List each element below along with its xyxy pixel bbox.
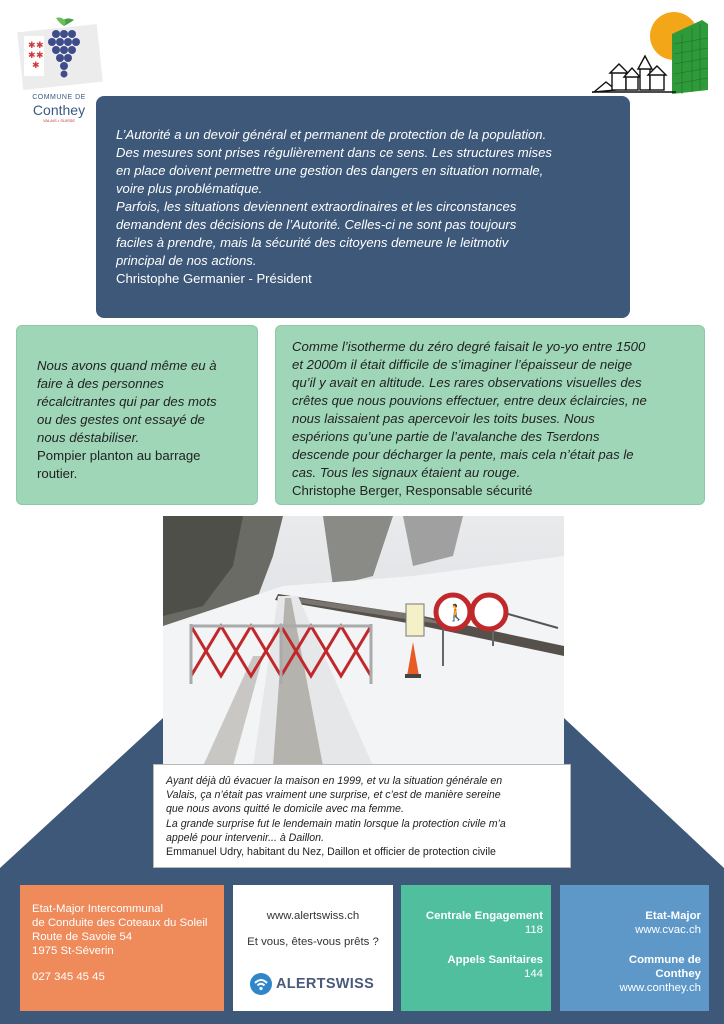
svg-text:✱: ✱ [28, 41, 36, 51]
teal-value-1: 118 [524, 924, 543, 936]
president-quote-box [96, 96, 630, 318]
logo-commune-tag: VALAIS • SUISSE [42, 118, 75, 123]
alertswiss-question: Et vous, êtes-vous prêts ? [247, 936, 379, 948]
alertswiss-logo [250, 973, 374, 995]
security-quote-text: Comme l’isotherme du zéro degré faisait le yo-yo entre 1500 et 2000m il était difficile de s’imaginer l’épaisseur de neige qu’il y avait en altitude. Les rares observations visuelles des crêtes que nous pouvions effectuer, entre deux éclaircies, ne nous laissaient pas apercevoir les toits buses. Nous espérions qu’une partie de l’avalanche des Tserdons descende pour décharger la pente, mais cela n’était pas le cas. Tous les signaux étaient au rouge. [292, 339, 647, 480]
security-quote-author: Christophe Berger, Responsable sécurité [292, 483, 533, 498]
conthey-url-link[interactable]: www.conthey.ch [619, 982, 701, 994]
alertswiss-card [233, 885, 393, 1011]
teal-label-1: Centrale Engagement [425, 910, 543, 922]
blue-label-2: Commune de Conthey [628, 954, 701, 980]
president-quote-text: L’Autorité a un devoir général et permanent de protection de la population. Des mesures sont prises régulièrement dans ce sens. Les structures mises en place doivent permettre une gestion des dangers en situation normale, voire plus problématique. Parfois, les situations deviennent extraordinaires et les circonstances demandent des décisions de l’Autorité. Celles-ci ne sont pas toujours faciles à prendre, mais la sécurité des citoyens demeure le leitmotiv principal de nos actions. [116, 127, 552, 268]
security-quote-box [275, 325, 705, 505]
orange-line-2: de Conduite des Coteaux du Soleil [32, 917, 208, 929]
logo-commune-name: Conthey [32, 102, 86, 118]
orange-phone: 027 345 45 45 [32, 971, 105, 983]
svg-text:✱: ✱ [36, 51, 44, 61]
alertswiss-brand-text: ALERTSWISS [276, 976, 375, 992]
president-quote-author: Christophe Germanier - Président [116, 271, 312, 286]
emergency-numbers-card [401, 885, 551, 1011]
teal-value-2: 144 [523, 968, 543, 980]
resident-quote-text: Ayant déjà dû évacuer la maison en 1999, et vu la situation générale en Valais, ça n’était pas vraiment une surprise, et c’est de manière sereine que nous avons quitté le domicile avec ma femme. La grande surprise fut le lendemain matin lorsque la protection civile m’a appelé pour intervenir... à Daillon. [166, 775, 506, 844]
cvac-logo [592, 10, 712, 100]
snow-road-photo [163, 516, 564, 766]
firefighter-quote-author: Pompier planton au barrage routier. [37, 448, 201, 481]
conthey-logo [14, 14, 104, 123]
websites-card [560, 885, 709, 1011]
orange-line-4: 1975 St-Séverin [32, 945, 114, 957]
svg-text:🚶: 🚶 [446, 603, 466, 622]
svg-text:✱: ✱ [28, 51, 36, 61]
orange-line-3: Route de Savoie 54 [32, 931, 133, 943]
svg-text:✱: ✱ [32, 61, 40, 71]
cvac-url-link[interactable]: www.cvac.ch [635, 924, 701, 936]
state-staff-contact-card [20, 885, 224, 1011]
blue-label-1: Etat-Major [645, 910, 701, 922]
village-icon [592, 56, 676, 92]
photo-caption-box [153, 764, 571, 868]
logo-commune-label: COMMUNE DE [32, 94, 86, 101]
resident-quote-author: Emmanuel Udry, habitant du Nez, Daillon et officier de protection civile [166, 846, 496, 859]
grape-icon [14, 14, 104, 94]
alertswiss-url-link[interactable]: www.alertswiss.ch [266, 910, 360, 922]
teal-label-2: Appels Sanitaires [447, 954, 543, 966]
firefighter-quote-text: Nous avons quand même eu à faire à des personnes récalcitrantes qui par des mots ou des gestes ont essayé de nous déstabiliser. [37, 358, 217, 445]
firefighter-quote-box [16, 325, 258, 505]
wifi-icon [250, 973, 272, 995]
svg-text:✱: ✱ [36, 41, 44, 51]
orange-line-1: Etat-Major Intercommunal [32, 903, 164, 915]
